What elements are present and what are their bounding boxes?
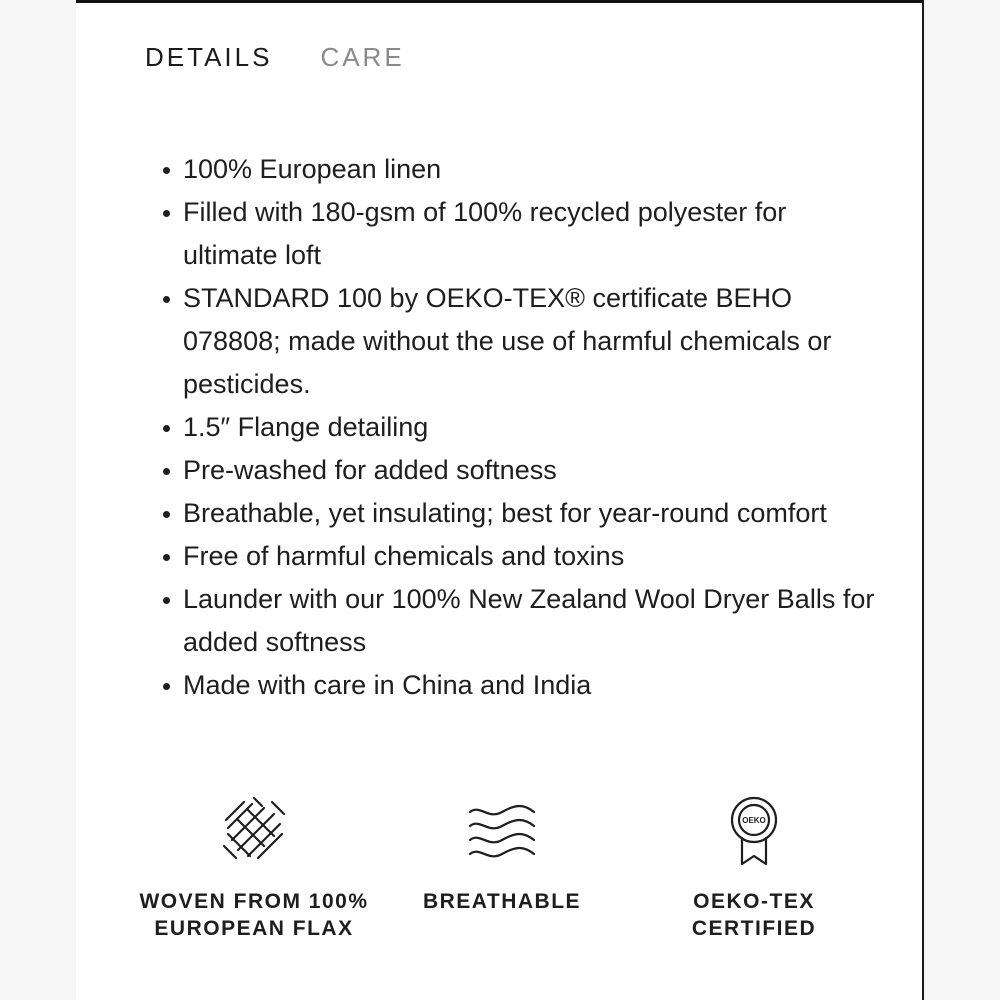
oeko-tex-seal-icon xyxy=(714,790,794,870)
feature-breathable xyxy=(387,790,617,915)
left-margin xyxy=(0,0,76,1000)
right-margin xyxy=(924,0,1000,1000)
list-item: Filled with 180-gsm of 100% recycled polyester for ultimate loft xyxy=(183,191,883,277)
woven-lattice-icon xyxy=(214,790,294,870)
list-item: Launder with our 100% New Zealand Wool Dryer Balls for added softness xyxy=(183,578,883,664)
details-list xyxy=(160,148,883,707)
wavy-lines-icon xyxy=(462,790,542,870)
details-tabs xyxy=(145,40,405,74)
feature-badges xyxy=(76,790,924,990)
tab-details[interactable]: DETAILS xyxy=(145,42,273,72)
seal-text: OEKO xyxy=(742,816,766,825)
list-item: STANDARD 100 by OEKO-TEX® certificate BEHO 078808; made without the use of harmful chemicals or pesticides. xyxy=(183,277,883,406)
list-item: Pre-washed for added softness xyxy=(183,449,883,492)
tab-care[interactable]: CARE xyxy=(320,42,405,72)
feature-oeko-tex xyxy=(639,790,869,942)
list-item: Free of harmful chemicals and toxins xyxy=(183,535,883,578)
feature-label: OEKO-TEX CERTIFIED xyxy=(691,890,817,940)
feature-label: BREATHABLE xyxy=(422,890,582,913)
list-item: Made with care in China and India xyxy=(183,664,883,707)
list-item: Breathable, yet insulating; best for year-round comfort xyxy=(183,492,883,535)
list-item: 1.5″ Flange detailing xyxy=(183,406,883,449)
top-divider xyxy=(76,0,924,3)
feature-label: WOVEN FROM 100% EUROPEAN FLAX xyxy=(139,890,369,940)
list-item: 100% European linen xyxy=(183,148,883,191)
feature-woven xyxy=(139,790,369,942)
product-details-panel xyxy=(76,0,924,1000)
